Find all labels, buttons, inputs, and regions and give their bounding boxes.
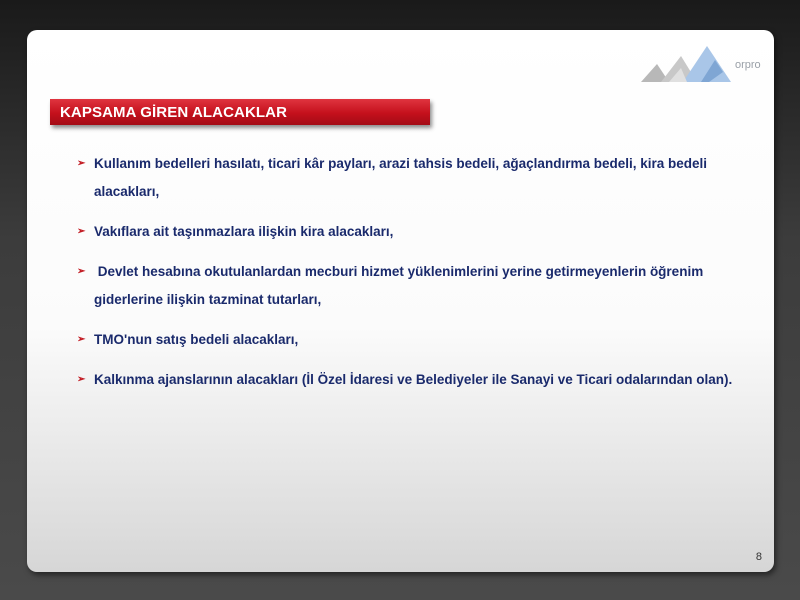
bullet-text: Kullanım bedelleri hasılatı, ticari kâr payları, arazi tahsis bedeli, ağaçlandırma bedeli, kira bedeli alacakları, [94,156,707,199]
bullet-text: Kalkınma ajanslarının alacakları (İl Özel İdaresi ve Belediyeler ile Sanayi ve Ticari odalarından olan). [94,372,733,387]
company-logo-icon [639,38,769,88]
bullet-list [77,150,747,406]
bullet-item [77,366,747,394]
bullet-item [77,258,747,314]
bullet-arrow-icon: ➢ [77,226,86,237]
logo-text: orpro [735,59,761,71]
bullet-arrow-icon: ➢ [77,266,86,277]
bullet-arrow-icon: ➢ [77,334,86,345]
bullet-text: Vakıflara ait taşınmazlara ilişkin kira alacakları, [94,224,394,239]
slide-title: KAPSAMA GİREN ALACAKLAR [60,103,288,121]
bullet-arrow-icon: ➢ [77,374,86,385]
page-number: 8 [755,551,762,563]
title-bar [50,99,430,125]
bullet-item [77,326,747,354]
bullet-item [77,218,747,246]
bullet-text: TMO'nun satış bedeli alacakları, [94,332,299,347]
bullet-item [77,150,747,206]
bullet-text: Devlet hesabına okutulanlardan mecburi hizmet yüklenimlerini yerine getirmeyenlerin öğrenim giderlerine ilişkin tazminat tutarları, [94,264,707,307]
bullet-arrow-icon: ➢ [77,158,86,169]
slide [27,30,774,572]
